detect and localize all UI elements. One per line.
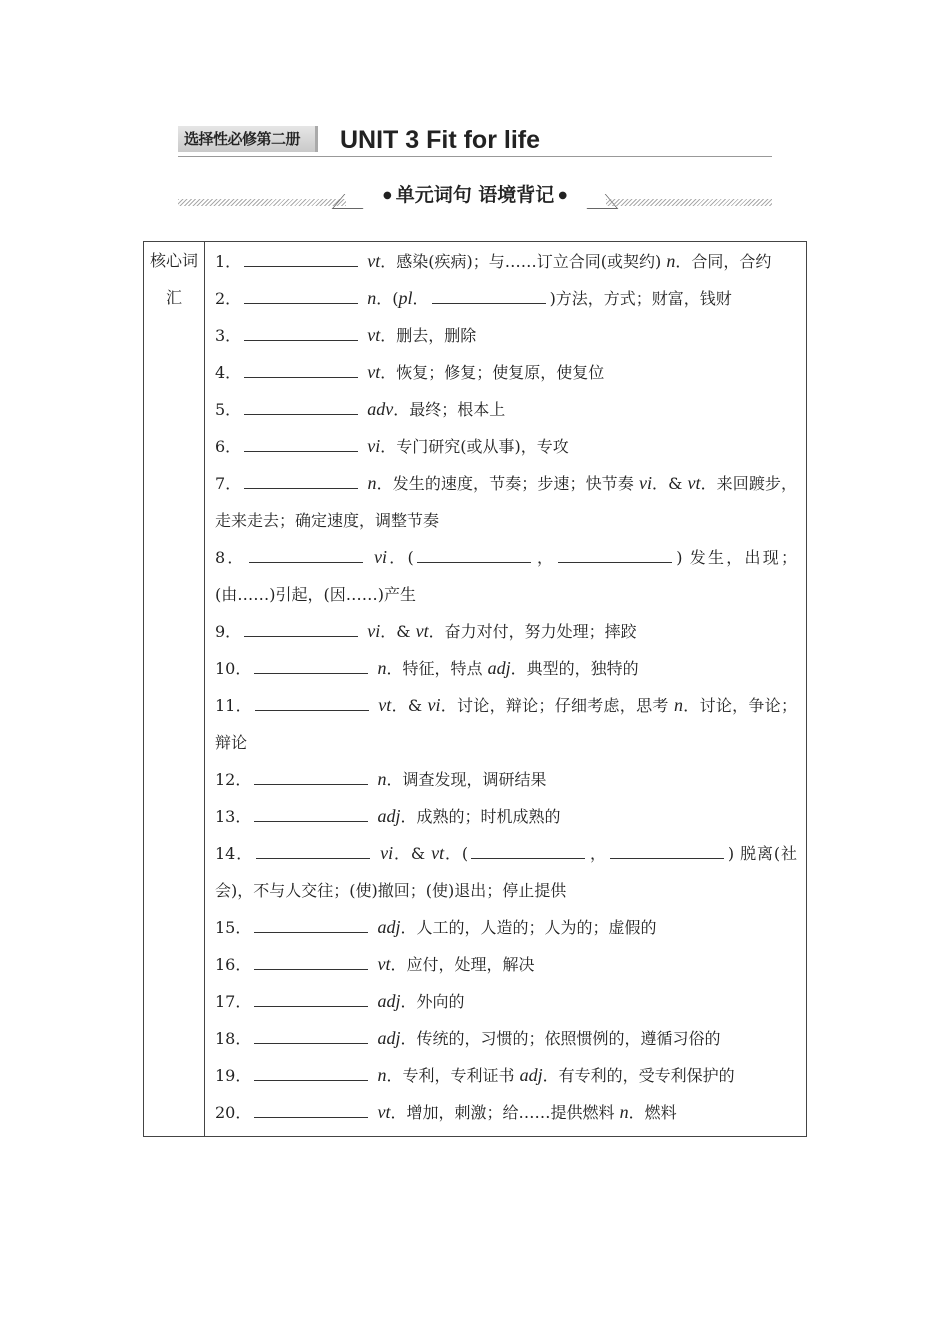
book-volume-tag: 选择性必修第二册 (178, 126, 318, 152)
dot-icon: ● (382, 189, 392, 201)
part-of-speech: vt (377, 1102, 391, 1122)
part-of-speech: vi (367, 436, 381, 456)
part-of-speech: adv (367, 399, 394, 419)
part-of-speech: vt (378, 695, 392, 715)
header-divider (178, 156, 772, 157)
answer-blank[interactable] (558, 548, 672, 563)
vocab-entry: 11． vt．& vi．讨论，辩论；仔细考虑，思考 n．讨论，争论；辩论 (215, 695, 797, 752)
part-of-speech: n (666, 251, 676, 271)
answer-blank[interactable] (417, 548, 531, 563)
part-of-speech: vt (367, 362, 381, 382)
dot-icon: ● (558, 189, 568, 201)
hatch-decoration-right (606, 199, 772, 206)
part-of-speech: vt (367, 251, 381, 271)
page-header (178, 124, 772, 158)
vocab-entry: 14． vi．& vt．( ， ) 脱离(社会)，不与人交往；(使)撤回；(使)退出；停止提供 (215, 843, 797, 900)
answer-blank[interactable] (254, 955, 368, 970)
vocab-entry: 16． vt．应付，处理，解决 (215, 954, 535, 974)
answer-blank[interactable] (471, 844, 585, 859)
answer-blank[interactable] (254, 918, 368, 933)
part-of-speech: vi (374, 547, 387, 567)
vocab-entry: 17． adj．外向的 (215, 991, 465, 1011)
entry-list (215, 243, 797, 1131)
vocab-entry: 8． vi．( ， ) 发生，出现；(由……)引起，(因……)产生 (215, 547, 797, 604)
part-of-speech: vt (377, 954, 391, 974)
part-of-speech: vi (638, 473, 652, 493)
section-banner (178, 182, 772, 210)
vocab-entry: 10． n．特征，特点 adj．典型的，独特的 (215, 658, 639, 678)
part-of-speech: vi (367, 621, 381, 641)
answer-blank[interactable] (255, 696, 369, 711)
answer-blank[interactable] (254, 992, 368, 1007)
part-of-speech: n (674, 695, 684, 715)
part-of-speech: vt (431, 843, 445, 863)
part-of-speech: vt (415, 621, 429, 641)
answer-blank[interactable] (254, 659, 368, 674)
part-of-speech: adj (519, 1065, 543, 1085)
hatch-decoration-left (178, 199, 346, 206)
answer-blank[interactable] (244, 363, 358, 378)
vocab-entry: 19． n．专利，专利证书 adj．有专利的，受专利保护的 (215, 1065, 735, 1085)
vocab-entry: 15． adj．人工的，人造的；人为的；虚假的 (215, 917, 657, 937)
vocab-entry: 5． adv．最终；根本上 (215, 399, 506, 419)
part-of-speech: adj (487, 658, 511, 678)
category-cell: 核心词汇 (144, 242, 205, 1137)
part-of-speech: n (377, 658, 387, 678)
part-of-speech: n (367, 473, 377, 493)
answer-blank[interactable] (254, 1103, 368, 1118)
answer-blank[interactable] (254, 1029, 368, 1044)
part-of-speech: vi (380, 843, 394, 863)
entries-cell (205, 242, 807, 1137)
answer-blank[interactable] (244, 252, 358, 267)
answer-blank[interactable] (244, 622, 358, 637)
vocab-entry: 1． vt．感染(疾病)；与……订立合同(或契约) n．合同，合约 (215, 251, 772, 271)
part-of-speech: n (377, 1065, 387, 1085)
answer-blank[interactable] (256, 844, 370, 859)
answer-blank[interactable] (432, 289, 546, 304)
answer-blank[interactable] (244, 400, 358, 415)
section-title-text: 单元词句 语境背记 (395, 184, 555, 206)
vocab-entry: 2． n．(pl． )方法，方式；财富，钱财 (215, 288, 732, 308)
vocab-entry: 18． adj．传统的，习惯的；依照惯例的，遵循习俗的 (215, 1028, 721, 1048)
unit-title: UNIT 3 Fit for life (340, 126, 540, 154)
part-of-speech: adj (377, 917, 401, 937)
vocab-entry: 20． vt．增加，刺激；给……提供燃料 n．燃料 (215, 1102, 677, 1122)
answer-blank[interactable] (249, 548, 363, 563)
vocab-entry: 13． adj．成熟的；时机成熟的 (215, 806, 561, 826)
vocab-entry: 9． vi．& vt．奋力对付，努力处理；摔跤 (215, 621, 637, 641)
vocabulary-table (143, 241, 807, 1137)
part-of-speech: pl (398, 288, 413, 308)
part-of-speech: n (619, 1102, 629, 1122)
part-of-speech: n (367, 288, 377, 308)
answer-blank[interactable] (244, 289, 358, 304)
answer-blank[interactable] (254, 807, 368, 822)
answer-blank[interactable] (254, 770, 368, 785)
table-row (144, 242, 807, 1137)
vocab-entry: 7． n．发生的速度，节奏；步速；快节奏 vi．& vt．来回踱步，走来走去；确定速度，调整节奏 (215, 473, 797, 530)
answer-blank[interactable] (244, 437, 358, 452)
part-of-speech: adj (377, 1028, 401, 1048)
vocab-entry: 6． vi．专门研究(或从事)，专攻 (215, 436, 569, 456)
vocab-entry: 4． vt．恢复；修复；使复原，使复位 (215, 362, 605, 382)
answer-blank[interactable] (254, 1066, 368, 1081)
part-of-speech: adj (377, 806, 401, 826)
answer-blank[interactable] (244, 326, 358, 341)
part-of-speech: vi (427, 695, 441, 715)
vocab-entry: 12． n．调查发现，调研结果 (215, 769, 547, 789)
part-of-speech: n (377, 769, 387, 789)
part-of-speech: vt (687, 473, 701, 493)
part-of-speech: vt (367, 325, 381, 345)
answer-blank[interactable] (610, 844, 724, 859)
part-of-speech: adj (377, 991, 401, 1011)
section-title (356, 182, 594, 208)
answer-blank[interactable] (244, 474, 358, 489)
vocab-entry: 3． vt．删去，删除 (215, 325, 477, 345)
